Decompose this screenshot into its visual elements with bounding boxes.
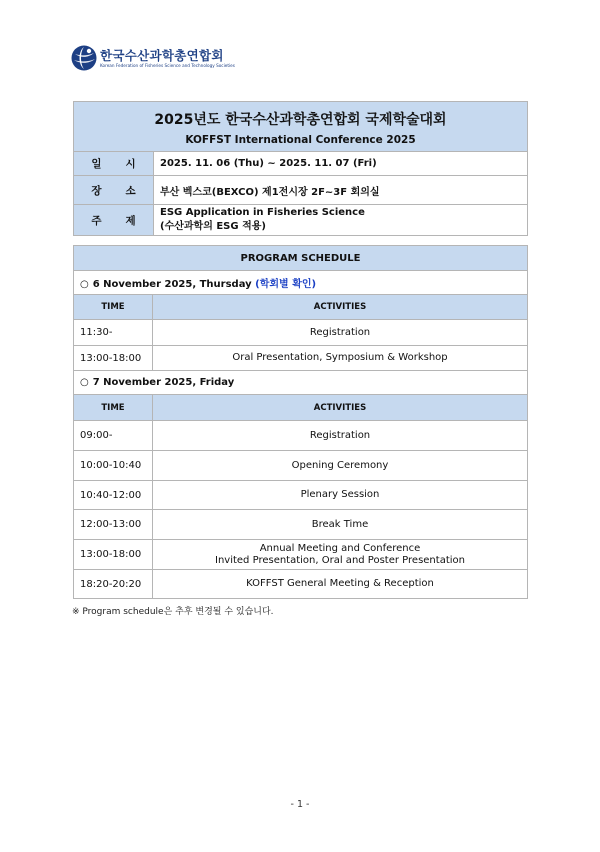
day2-header-row (74, 371, 528, 395)
table-row (74, 570, 528, 599)
activity-cell: Registration (153, 320, 528, 346)
time-cell: 18:20-20:20 (74, 570, 153, 599)
koffst-logo-icon (71, 45, 97, 71)
date-value: 2025. 11. 06 (Thu) ~ 2025. 11. 07 (Fri) (154, 152, 528, 176)
day2-header (74, 371, 528, 395)
time-cell: 13:00-18:00 (74, 346, 153, 371)
event-title-english: KOFFST International Conference 2025 (185, 133, 416, 146)
day2-col-activities: ACTIVITIES (153, 395, 528, 421)
table-row (74, 451, 528, 481)
date-label: 일 시 (74, 152, 154, 176)
venue-value: 부산 벡스코(BEXCO) 제1전시장 2F~3F 회의실 (154, 176, 528, 205)
activity-line-2: Invited Presentation, Oral and Poster Presentation (215, 554, 465, 566)
day1-note: (학회별 확인) (255, 279, 317, 290)
bullet-circle: ○ (80, 279, 89, 290)
day1-column-header-row (74, 295, 528, 320)
day1-date: 6 November 2025, Thursday (92, 279, 252, 290)
activity-cell: Plenary Session (153, 481, 528, 510)
time-cell: 10:00-10:40 (74, 451, 153, 481)
theme-value-korean: (수산과학의 ESG 적용) (160, 221, 266, 232)
date-row (74, 152, 528, 176)
logo-name-korean: 한국수산과학총연합회 (100, 47, 224, 63)
event-info-table (73, 101, 528, 236)
activity-cell: KOFFST General Meeting & Reception (153, 570, 528, 599)
table-row (74, 540, 528, 570)
venue-label: 장 소 (74, 176, 154, 205)
activity-cell: Break Time (153, 510, 528, 540)
schedule-title: PROGRAM SCHEDULE (74, 246, 528, 271)
day2-column-header-row (74, 395, 528, 421)
activity-cell (153, 540, 528, 570)
time-cell: 13:00-18:00 (74, 540, 153, 570)
time-cell: 09:00- (74, 421, 153, 451)
day1-header-row (74, 271, 528, 295)
time-cell: 12:00-13:00 (74, 510, 153, 540)
event-title-korean: 2025년도 한국수산과학총연합회 국제학술대회 (154, 111, 447, 128)
theme-value (154, 205, 528, 236)
table-row (74, 421, 528, 451)
table-row (74, 510, 528, 540)
table-row (74, 320, 528, 346)
theme-label: 주 제 (74, 205, 154, 236)
schedule-change-footnote: ※ Program schedule은 추후 변경될 수 있습니다. (72, 607, 274, 617)
org-logo (71, 45, 235, 71)
logo-name-english: Korean Federation of Fisheries Science and Technology Societies (100, 62, 235, 68)
day1-header (74, 271, 528, 295)
activity-cell: Registration (153, 421, 528, 451)
time-cell: 11:30- (74, 320, 153, 346)
activity-cell: Oral Presentation, Symposium & Workshop (153, 346, 528, 371)
activity-cell: Opening Ceremony (153, 451, 528, 481)
day2-date: 7 November 2025, Friday (92, 377, 235, 388)
page-number: - 1 - (290, 799, 310, 810)
time-cell: 10:40-12:00 (74, 481, 153, 510)
activity-line-1: Annual Meeting and Conference (259, 542, 421, 554)
day2-col-time: TIME (74, 395, 153, 421)
event-title-row (74, 102, 528, 152)
day1-col-activities: ACTIVITIES (153, 295, 528, 320)
day1-col-time: TIME (74, 295, 153, 320)
table-row (74, 481, 528, 510)
schedule-title-row (74, 246, 528, 271)
program-schedule-table (73, 245, 528, 599)
theme-row (74, 205, 528, 236)
venue-row (74, 176, 528, 205)
bullet-circle: ○ (80, 377, 89, 388)
table-row (74, 346, 528, 371)
theme-value-english: ESG Application in Fisheries Science (160, 207, 365, 218)
